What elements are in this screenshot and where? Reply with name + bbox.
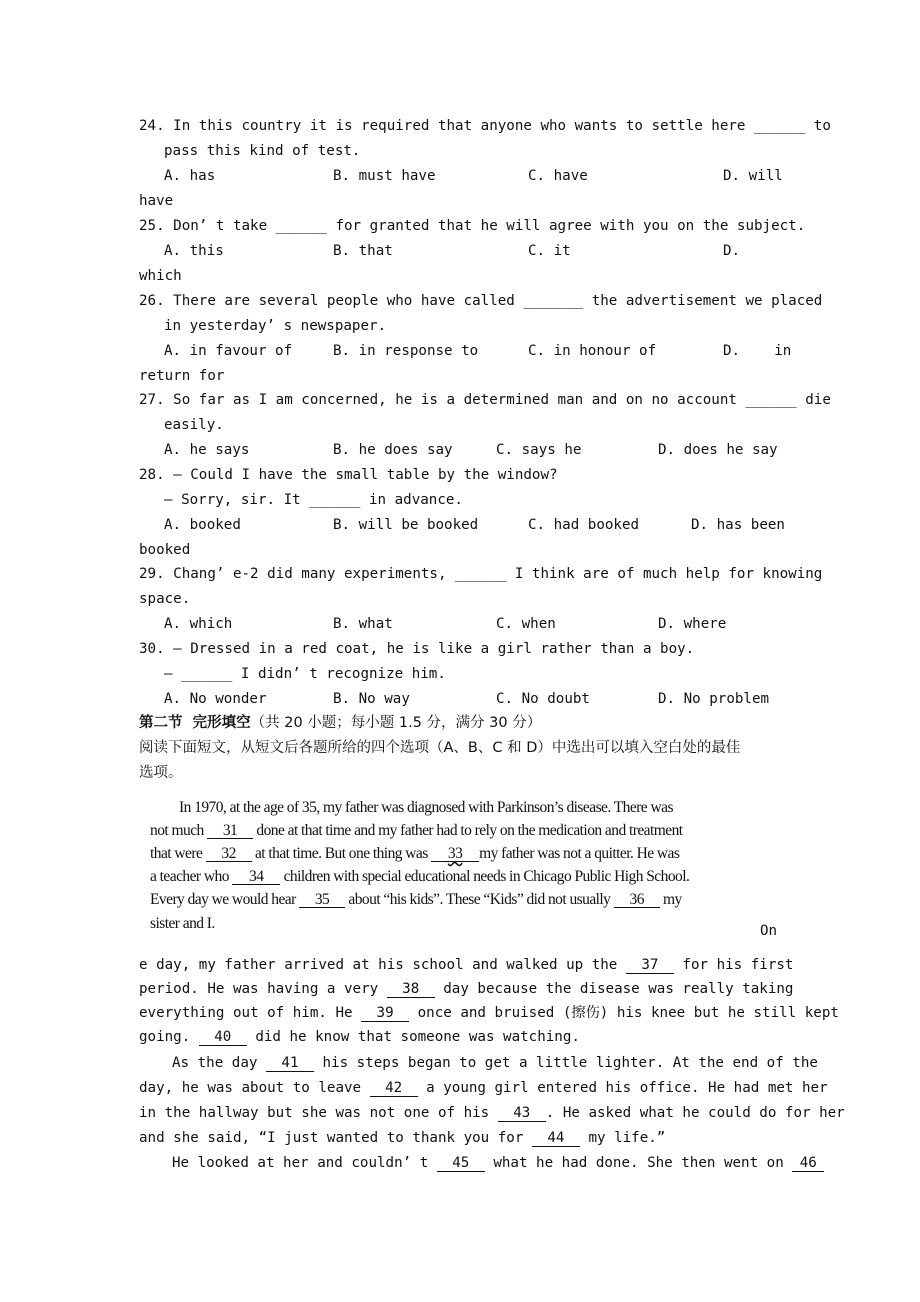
passage-text: once and bruised (擦伤) his knee but he still kept <box>409 1005 839 1021</box>
question-26-stem: 26. There are several people who have called _______ the advertisement we placed <box>139 293 823 309</box>
question-28-option-c: C. had booked <box>528 517 640 533</box>
question-28-option-a: A. booked <box>164 517 241 533</box>
passage-text: period. He was having a very <box>139 981 387 997</box>
blank-34: 34 <box>232 869 280 885</box>
question-26-option-d: D. in <box>723 343 792 359</box>
passage-image-text: my <box>663 891 682 908</box>
section-heading <box>139 713 541 733</box>
question-25-option-a: A. this <box>164 243 224 259</box>
question-30-option-c: C. No doubt <box>496 691 590 707</box>
passage-text: and she said, “I just wanted to thank you for <box>139 1130 532 1146</box>
question-27-option-d: D. does he say <box>658 442 778 458</box>
question-28-stem: 28. — Could I have the small table by the window? <box>139 467 558 483</box>
question-27-stem: 27. So far as I am concerned, he is a determined man and on no account ______ die <box>139 392 831 408</box>
blank-40: 40 <box>199 1030 247 1046</box>
passage-text: my life.” <box>579 1130 666 1146</box>
blank-32: 32 <box>206 846 252 862</box>
blank-37: 37 <box>626 958 674 974</box>
blank-31: 31 <box>207 823 253 839</box>
question-29-stem: 29. Chang’ e-2 did many experiments, ______ I think are of much help for knowing <box>139 566 823 582</box>
question-28-stem-cont: — Sorry, sir. It ______ in advance. <box>164 492 463 508</box>
passage-image-line-6: sister and I. <box>150 915 215 932</box>
question-25-option-b: B. that <box>333 243 393 259</box>
question-24-option-d: D. will <box>723 168 783 184</box>
passage-text: what he had done. She then went on <box>484 1155 793 1171</box>
passage-image-text: not much <box>150 822 204 839</box>
question-26-option-d-wrap: return for <box>139 368 225 384</box>
question-30-stem: 30. — Dressed in a red coat, he is like a girl rather than a boy. <box>139 641 695 657</box>
passage-line <box>139 1129 665 1147</box>
question-24-option-b: B. must have <box>333 168 436 184</box>
passage-image-text: at that time. But one thing was <box>254 845 428 862</box>
question-25-option-c: C. it <box>528 243 571 259</box>
passage-fragment-on: On <box>760 923 778 939</box>
passage-image-line-3 <box>150 844 679 864</box>
question-26-option-c: C. in honour of <box>528 343 657 359</box>
question-25-stem: 25. Don’ t take ______ for granted that he will agree with you on the subject. <box>139 218 806 234</box>
question-27-option-a: A. he says <box>164 442 250 458</box>
passage-line <box>139 1104 845 1122</box>
question-27-stem-cont: easily. <box>164 417 224 433</box>
question-26-option-a: A. in favour of <box>164 343 293 359</box>
passage-image-text: about “his kids”. These “Kids” did not usually <box>348 891 611 908</box>
question-29-option-a: A. which <box>164 616 233 632</box>
passage-image-text: Every day we would hear <box>150 891 296 908</box>
question-30-option-a: A. No wonder <box>164 691 267 707</box>
blank-44: 44 <box>532 1131 580 1147</box>
passage-image-text: children with special educational needs in Chicago Public High School. <box>283 868 690 885</box>
question-26-stem-cont: in yesterday’ s newspaper. <box>164 318 387 334</box>
passage-text: e day, my father arrived at his school and walked up the <box>139 957 626 973</box>
passage-text: . He asked what he could do for her <box>545 1105 845 1121</box>
section-title-detail: （共 20 小题；每小题 1.5 分，满分 30 分） <box>250 715 542 731</box>
question-24-option-d-wrap: have <box>139 193 174 209</box>
blank-33: 33 <box>431 846 479 862</box>
question-24-stem-cont: pass this kind of test. <box>164 143 361 159</box>
question-28-option-d: D. has been <box>691 517 785 533</box>
question-28-option-b: B. will be booked <box>333 517 479 533</box>
blank-36: 36 <box>614 892 660 908</box>
passage-image-line-5 <box>150 890 682 910</box>
passage-line <box>172 1054 818 1072</box>
question-29-option-d: D. where <box>658 616 727 632</box>
question-27-option-c: C. says he <box>496 442 582 458</box>
question-29-option-b: B. what <box>333 616 393 632</box>
blank-42: 42 <box>370 1081 418 1097</box>
question-27-option-b: B. he does say <box>333 442 453 458</box>
blank-45: 45 <box>437 1156 485 1172</box>
blank-38: 38 <box>387 982 435 998</box>
question-30-option-d: D. No problem <box>658 691 770 707</box>
passage-image-line-4 <box>150 867 689 887</box>
section-instructions: 阅读下面短文，从短文后各题所给的四个选项（A、B、C 和 D）中选出可以填入空白处的最佳 <box>139 740 741 756</box>
passage-text: his steps began to get a little lighter. At the end of the <box>313 1055 818 1071</box>
passage-line <box>139 980 793 998</box>
question-30-option-b: B. No way <box>333 691 410 707</box>
blank-35: 35 <box>299 892 345 908</box>
blank-46: 46 <box>792 1156 824 1172</box>
passage-image-text: that were <box>150 845 203 862</box>
passage-text: did he know that someone was watching. <box>246 1029 580 1045</box>
question-24-stem: 24. In this country it is required that anyone who wants to settle here ______ to <box>139 118 831 134</box>
question-29-stem-cont: space. <box>139 591 191 607</box>
passage-image-text: done at that time and my father had to rely on the medication and treatment <box>256 822 683 839</box>
passage-text: in the hallway but she was not one of his <box>139 1105 498 1121</box>
passage-text: going. <box>139 1029 199 1045</box>
passage-line <box>139 956 793 974</box>
passage-text: everything out of him. He <box>139 1005 362 1021</box>
passage-line <box>139 1004 839 1022</box>
question-29-option-c: C. when <box>496 616 556 632</box>
question-25-option-d-wrap: which <box>139 268 182 284</box>
question-28-option-d-wrap: booked <box>139 542 191 558</box>
passage-text: As the day <box>172 1055 266 1071</box>
passage-image-line-1: In 1970, at the age of 35, my father was diagnosed with Parkinson’s disease. There was <box>179 799 673 816</box>
passage-image-text: my father was not a quitter. He was <box>479 845 680 862</box>
section-instructions-cont: 选项。 <box>139 765 183 781</box>
passage-image-text: a teacher who <box>150 868 229 885</box>
section-title: 第二节 完形填空 <box>139 715 251 731</box>
question-24-option-a: A. has <box>164 168 216 184</box>
question-26-option-b: B. in response to <box>333 343 479 359</box>
blank-41: 41 <box>266 1056 314 1072</box>
passage-text: day, he was about to leave <box>139 1080 370 1096</box>
passage-line <box>139 1028 580 1046</box>
question-30-stem-cont: — ______ I didn’ t recognize him. <box>164 666 446 682</box>
blank-43: 43 <box>498 1106 546 1122</box>
passage-text: a young girl entered his office. He had met her <box>417 1080 828 1096</box>
passage-line <box>139 1079 828 1097</box>
question-24-option-c: C. have <box>528 168 588 184</box>
blank-39: 39 <box>361 1006 409 1022</box>
passage-text: He looked at her and couldn’ t <box>172 1155 437 1171</box>
passage-text: day because the disease was really taking <box>434 981 794 997</box>
passage-text: for his first <box>673 957 794 973</box>
passage-line <box>172 1154 824 1172</box>
passage-image-line-2 <box>150 821 683 841</box>
question-25-option-d: D. <box>723 243 741 259</box>
